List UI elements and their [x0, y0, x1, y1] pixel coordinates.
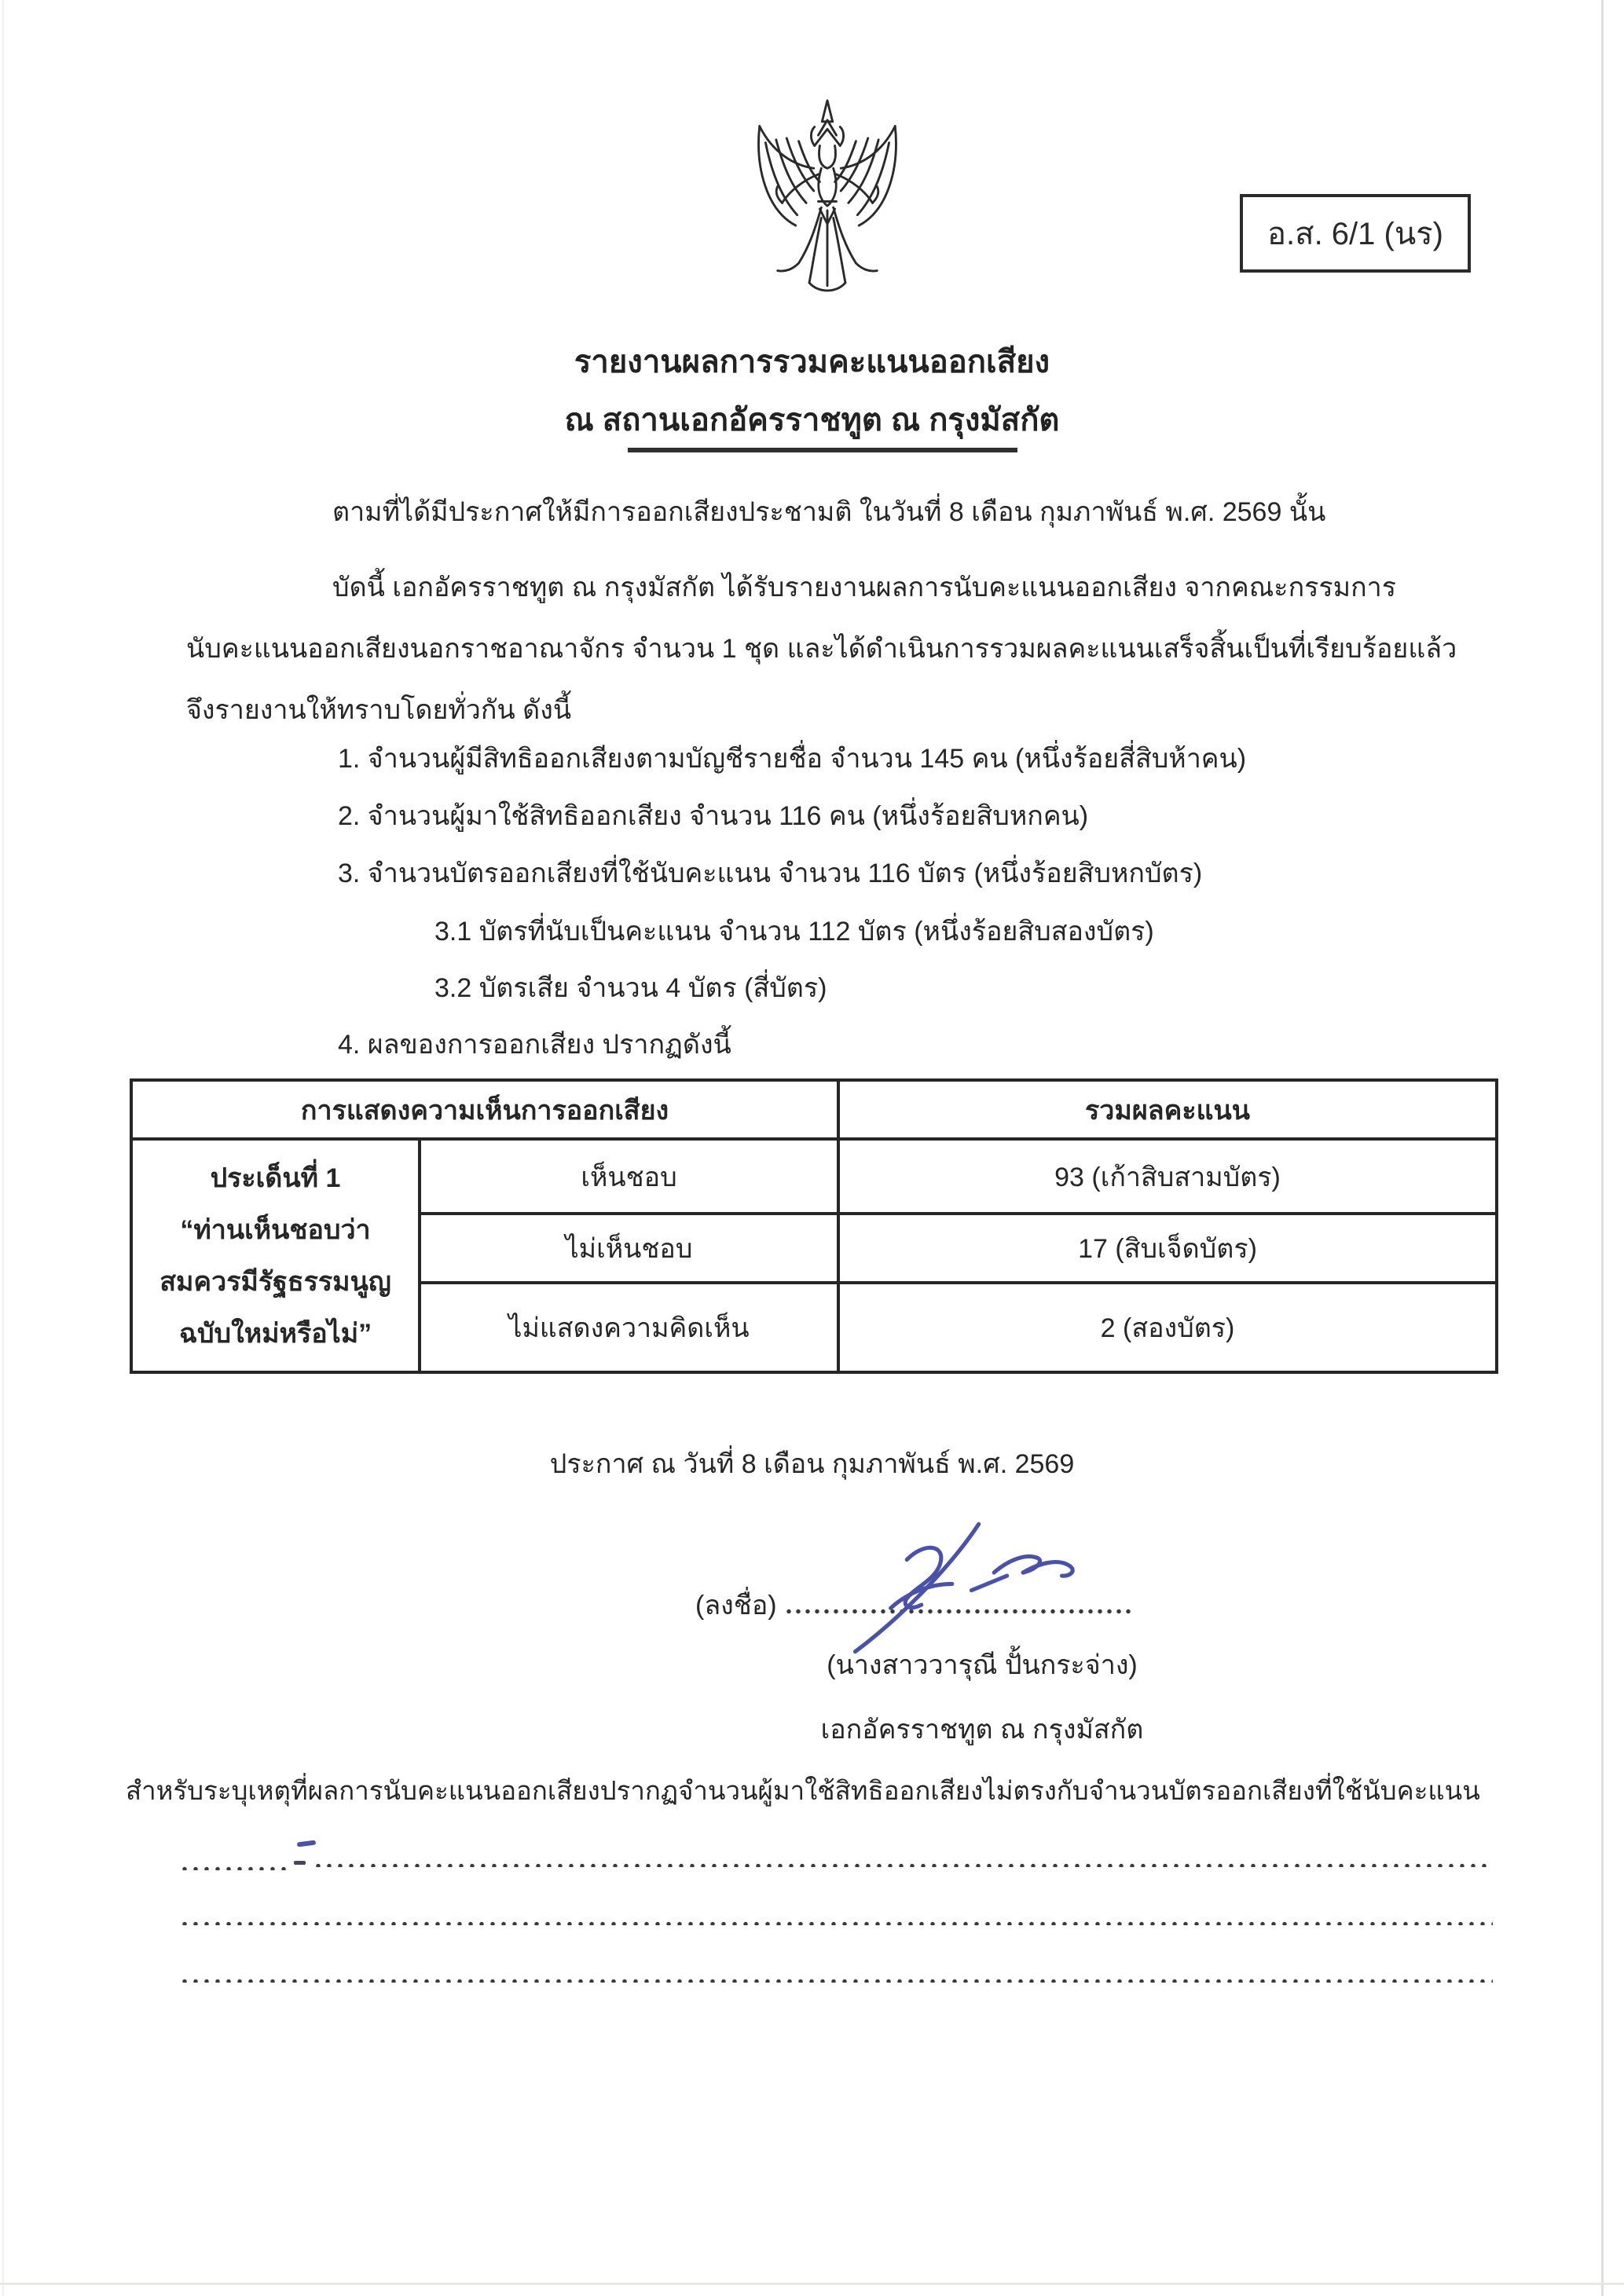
issue-line-3: สมควรมีรัฐธรรมนูญ: [159, 1266, 391, 1297]
scan-edge-left: [2, 0, 4, 2296]
option-abstain: ไม่แสดงความคิดเห็น: [420, 1283, 838, 1372]
garuda-emblem-icon: [737, 94, 918, 324]
option-approve: เห็นชอบ: [420, 1139, 838, 1214]
signer-title: เอกอัครราชทูต ณ กรุงมัสกัต: [820, 1715, 1144, 1745]
result-approve: 93 (เก้าสิบสามบัตร): [838, 1139, 1497, 1214]
issue-line-1: ประเด็นที่ 1: [210, 1163, 341, 1193]
result-abstain: 2 (สองบัตร): [838, 1283, 1497, 1372]
paragraph-1: ตามที่ได้มีประกาศให้มีการออกเสียงประชามติ ในวันที่ 8 เดือน กุมภาพันธ์ พ.ศ. 2569 นั้น: [332, 497, 1326, 527]
ink-smudge-mark: [294, 1861, 306, 1865]
form-code-box: [1240, 194, 1471, 273]
list-item-3-2: 3.2 บัตรเสีย จำนวน 4 บัตร (สี่บัตร): [434, 973, 827, 1003]
fill-in-line-2: [179, 1920, 1493, 1925]
title-divider-rule: [628, 448, 1017, 452]
scan-edge-bottom: [0, 2283, 1624, 2285]
paragraph-2-line1: บัดนี้ เอกอัครราชทูต ณ กรุงมัสกัต ได้รับรายงานผลการนับคะแนนออกเสียง จากคณะกรรมการ: [332, 573, 1397, 602]
issue-line-4: ฉบับใหม่หรือไม่”: [178, 1318, 372, 1349]
paragraph-2-line2: นับคะแนนออกเสียงนอกราชอาณาจักร จำนวน 1 ชุด และได้ดำเนินการรวมผลคะแนนเสร็จสิ้นเป็นที่เรียบร้อยแล้ว: [186, 634, 1457, 664]
document-title-line1: รายงานผลการรวมคะแนนออกเสียง: [574, 345, 1050, 379]
sign-label: (ลงชื่อ): [695, 1591, 777, 1620]
scan-edge-right: [1601, 0, 1604, 2296]
issue-line-2: “ท่านเห็นชอบว่า: [180, 1214, 371, 1245]
list-item-1: 1. จำนวนผู้มีสิทธิออกเสียงตามบัญชีรายชื่อ จำนวน 145 คน (หนึ่งร้อยสี่สิบห้าคน): [338, 744, 1247, 774]
option-disapprove: ไม่เห็นชอบ: [420, 1214, 838, 1283]
table-header-row: [131, 1080, 1497, 1139]
announcement-date-line: ประกาศ ณ วันที่ 8 เดือน กุมภาพันธ์ พ.ศ. 2569: [549, 1449, 1075, 1479]
table-row: [131, 1139, 1497, 1214]
signer-name: (นางสาววารุณี ปั้นกระจ่าง): [827, 1650, 1138, 1680]
handwritten-signature: [809, 1514, 1108, 1660]
footnote-instruction: สำหรับระบุเหตุที่ผลการนับคะแนนออกเสียงปรากฏจำนวนผู้มาใช้สิทธิออกเสียงไม่ตรงกับจำนวนบัตรออกเสียงที่ใช้นับคะแนน: [126, 1776, 1480, 1805]
result-disapprove: 17 (สิบเจ็ดบัตร): [838, 1214, 1497, 1283]
list-item-3: 3. จำนวนบัตรออกเสียงที่ใช้นับคะแนน จำนวน 116 บัตร (หนึ่งร้อยสิบหกบัตร): [338, 859, 1203, 888]
handwritten-dash-mark: [297, 1840, 317, 1847]
fill-in-line-3: [179, 1977, 1493, 1983]
form-code: อ.ส. 6/1 (นร): [1267, 217, 1443, 251]
list-item-4: 4. ผลของการออกเสียง ปรากฏดังนี้: [338, 1030, 731, 1060]
issue-cell: [131, 1139, 420, 1372]
fill-in-line-1-left: [179, 1865, 292, 1870]
list-item-2: 2. จำนวนผู้มาใช้สิทธิออกเสียง จำนวน 116 คน (หนึ่งร้อยสิบหกคน): [338, 801, 1089, 831]
table-header-total: รวมผลคะแนน: [838, 1080, 1497, 1139]
paragraph-2-line3: จึงรายงานให้ทราบโดยทั่วกัน ดังนี้: [186, 695, 572, 725]
list-item-3-1: 3.1 บัตรที่นับเป็นคะแนน จำนวน 112 บัตร (หนึ่งร้อยสิบสองบัตร): [434, 917, 1154, 947]
table-header-opinion: การแสดงความเห็นการออกเสียง: [131, 1080, 838, 1139]
vote-results-table: [130, 1078, 1498, 1374]
document-title-line2: ณ สถานเอกอัครราชทูต ณ กรุงมัสกัต: [564, 403, 1060, 438]
fill-in-line-1-right: [313, 1862, 1493, 1867]
